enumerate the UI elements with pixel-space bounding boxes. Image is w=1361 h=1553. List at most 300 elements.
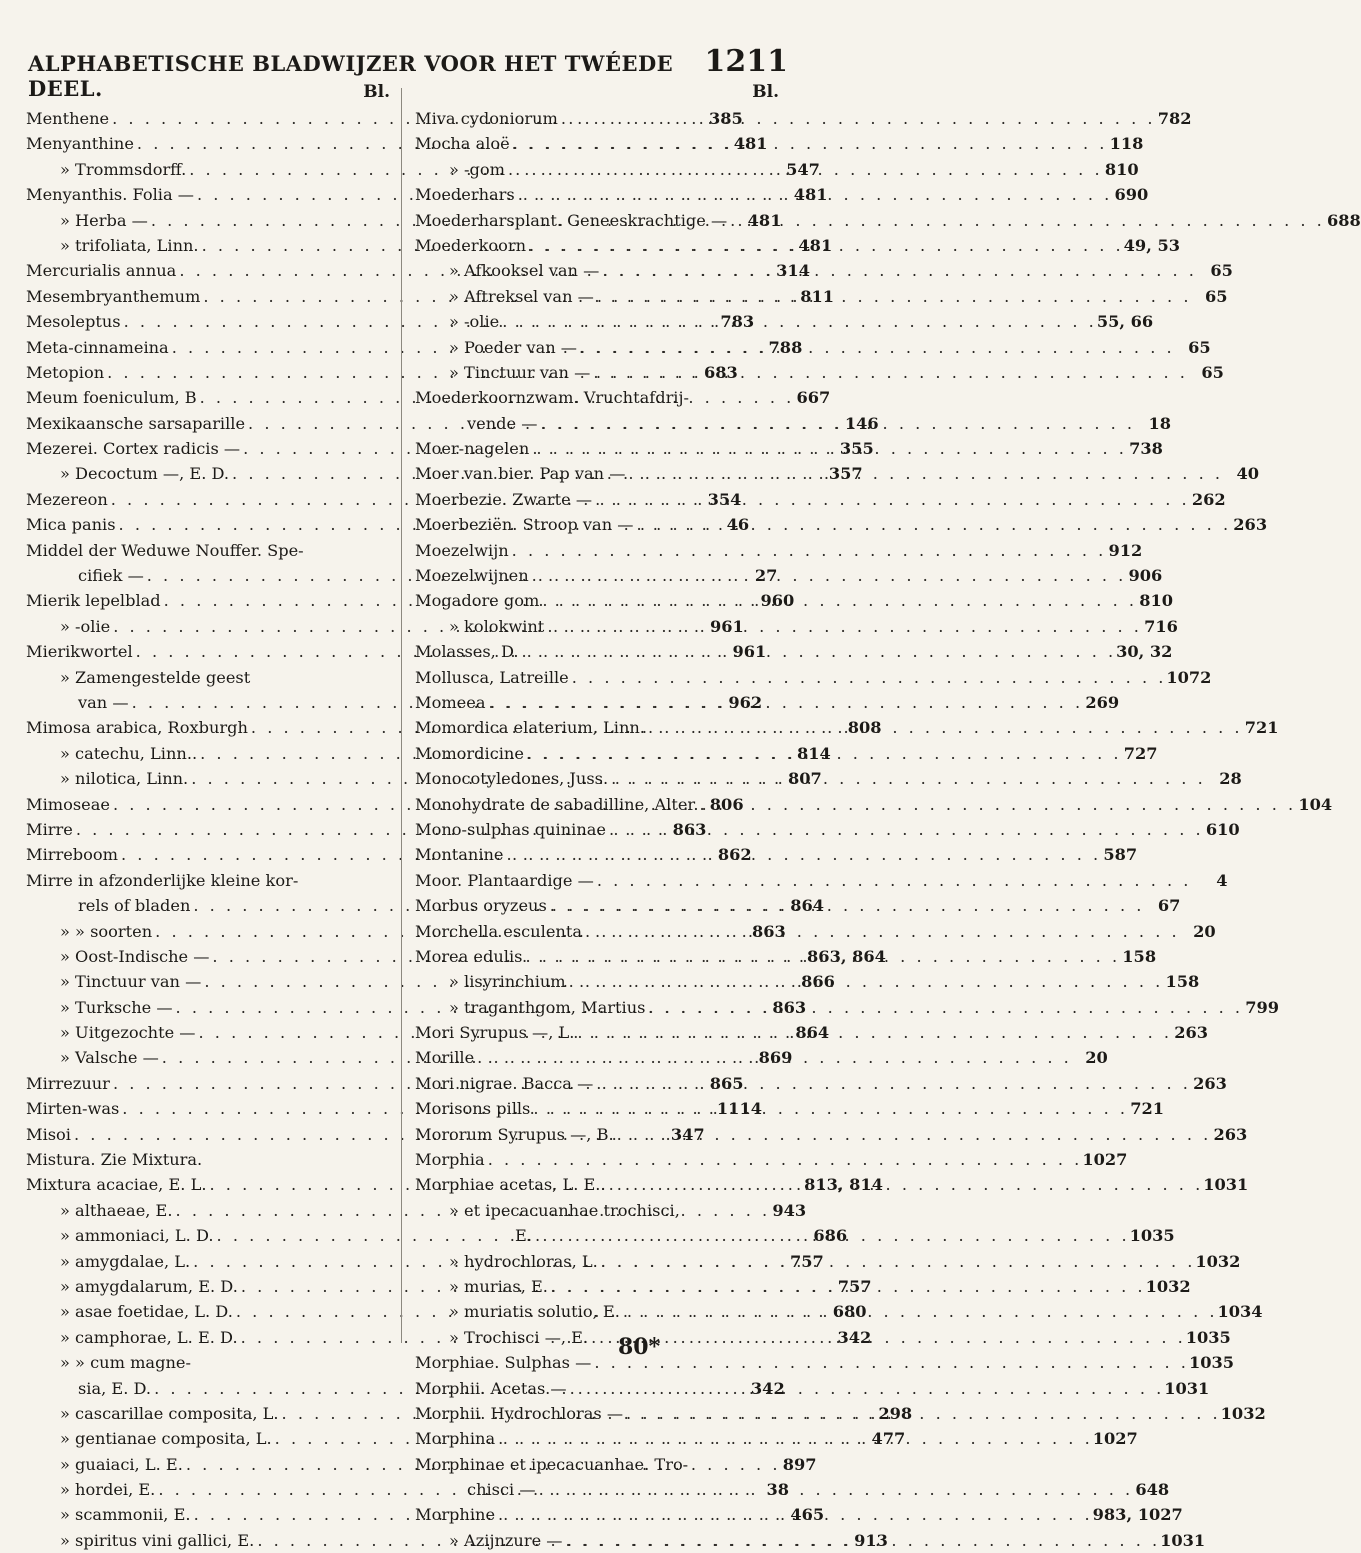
leader-dots xyxy=(529,563,1127,588)
entry-page: 862 xyxy=(717,845,752,865)
entry-term: Morphia xyxy=(415,1150,485,1170)
entry-page: 961 xyxy=(732,642,767,662)
entry-page: 716 xyxy=(1144,616,1178,636)
entry-page: 813, 814 xyxy=(804,1175,883,1195)
index-entry xyxy=(415,1071,1227,1096)
entry-term: E. xyxy=(515,1226,532,1246)
entry-page: 810 xyxy=(1139,591,1173,611)
entry-term: Mica panis xyxy=(26,515,116,535)
entry-page: 20 xyxy=(1193,921,1216,941)
entry-term: Meum foeniculum, B xyxy=(26,388,197,408)
entry-page: 18 xyxy=(1148,413,1172,433)
entry-page: 269 xyxy=(1085,692,1120,712)
entry-term: » gentianae composita, L. xyxy=(60,1429,272,1449)
entry-page: 738 xyxy=(1129,439,1163,459)
entry-term: cifiek — xyxy=(78,566,144,586)
index-entry xyxy=(415,487,1226,512)
entry-term: Moederkoornzwam. Vruchtafdrij- xyxy=(415,388,689,408)
entry-page: 27 xyxy=(754,566,778,586)
signature-mark: 80* xyxy=(618,1334,661,1360)
entry-page: 863 xyxy=(772,997,807,1017)
entry-term: » Trochisci —, E. xyxy=(449,1327,589,1347)
leader-dots xyxy=(592,487,1190,512)
entry-page: 38 xyxy=(766,1480,789,1500)
entry-term: Monocotyledones, Juss. xyxy=(415,769,609,789)
entry-term: » -olie xyxy=(60,616,111,636)
entry-page: 263 xyxy=(1213,1124,1248,1144)
entry-term: » Valsche — xyxy=(60,1048,159,1068)
entry-term: » kolokwint xyxy=(449,616,545,636)
entry-page: 799 xyxy=(1245,997,1280,1017)
leader-dots xyxy=(633,512,1231,537)
entry-page: 864 xyxy=(795,1023,830,1043)
leader-dots xyxy=(526,233,1124,258)
entry-term: Morchella esculenta xyxy=(415,921,582,941)
entry-page: 158 xyxy=(1165,972,1200,992)
index-entry xyxy=(415,1122,1248,1147)
leader-dots xyxy=(522,944,1120,969)
entry-page: 465 xyxy=(790,1505,825,1525)
entry-term: » Tinctuur van — xyxy=(60,972,202,992)
entry-page: 863 xyxy=(672,819,707,839)
leader-dots xyxy=(614,1122,1212,1147)
entry-page: 688 xyxy=(1327,210,1361,230)
page-number: 1211 xyxy=(704,44,788,79)
entry-term: » cascarillae composita, L. xyxy=(60,1403,279,1423)
leader-dots xyxy=(558,106,1156,131)
index-entry xyxy=(26,538,394,563)
index-entry xyxy=(415,1147,1128,1172)
entry-term: » » soorten xyxy=(60,921,153,941)
index-entry xyxy=(26,1223,848,1248)
entry-term: » Uitgezochte — xyxy=(60,1023,196,1043)
entry-term: » catechu, Linn.. xyxy=(60,743,198,763)
entry-term: Morphine xyxy=(415,1505,496,1525)
entry-page: 477 xyxy=(871,1429,906,1449)
entry-term: » amygdalae, L. xyxy=(60,1251,191,1271)
leader-dots xyxy=(504,842,1102,867)
entry-page: 46 xyxy=(726,515,750,535)
leader-dots xyxy=(567,1376,1165,1401)
entry-term: Morphii. Acetas — xyxy=(415,1378,567,1398)
index-entry xyxy=(26,665,394,690)
entry-term: Monohydrate de sabadilline, Alter. xyxy=(415,794,699,814)
index-entry xyxy=(415,588,1173,613)
leader-dots xyxy=(537,411,1135,436)
entry-term: Moederkoorn xyxy=(415,235,527,255)
entry-page: 1114 xyxy=(716,1099,762,1119)
entry-page: 263 xyxy=(1193,1073,1227,1093)
entry-term: » camphorae, L. E. D. xyxy=(60,1327,238,1347)
leader-dots xyxy=(699,792,1297,817)
entry-page: 65 xyxy=(1201,362,1224,382)
leader-dots xyxy=(548,1274,1146,1299)
entry-page: 960 xyxy=(760,591,795,611)
index-entry xyxy=(415,512,1268,537)
entry-page: 55, 66 xyxy=(1096,312,1154,332)
entry-term: Mezerei. Cortex radicis — xyxy=(26,439,241,459)
leader-dots xyxy=(532,1223,1130,1248)
entry-page: 20 xyxy=(1085,1048,1108,1068)
index-entry xyxy=(26,1350,394,1375)
leader-dots xyxy=(529,436,1127,461)
entry-term: » Afkooksel van — xyxy=(449,261,600,281)
index-entry xyxy=(415,868,1228,893)
leader-dots xyxy=(474,1045,1072,1070)
entry-page: 1035 xyxy=(1185,1327,1231,1347)
entry-term: » et ipecacuanhae trochisci, xyxy=(449,1200,680,1220)
entry-term: » hydrochloras, L. xyxy=(449,1251,598,1271)
entry-page: 4 xyxy=(1216,870,1228,890)
entry-term: » Zamengestelde geest xyxy=(60,667,251,687)
leader-dots xyxy=(505,157,1103,182)
index-entry xyxy=(415,792,1333,817)
entry-page: 690 xyxy=(1114,185,1149,205)
entry-page: 1032 xyxy=(1195,1251,1241,1271)
entry-term: Mistura. Zie Mixtura. xyxy=(26,1150,203,1170)
entry-term: Mierik lepelblad xyxy=(26,591,161,611)
entry-term: Menyanthis. Folia — xyxy=(26,185,194,205)
entry-page: 28 xyxy=(1219,769,1242,789)
index-entry xyxy=(415,639,1173,664)
entry-term: » ammoniaci, L. D. xyxy=(60,1226,214,1246)
entry-term: Misoi xyxy=(26,1124,71,1144)
entry-page: 913 xyxy=(854,1530,888,1550)
leader-dots xyxy=(536,1477,1134,1502)
entry-page: 481 xyxy=(733,134,768,154)
entry-term: Mexikaansche sarsaparille xyxy=(26,413,246,433)
leader-dots xyxy=(591,1350,1189,1375)
entry-term: » scammonii, E. xyxy=(60,1505,191,1525)
entry-page: 158 xyxy=(1122,946,1157,966)
entry-page: 680 xyxy=(832,1302,867,1322)
entry-term: » Aftreksel van — xyxy=(449,286,594,306)
entry-page: 298 xyxy=(878,1403,913,1423)
entry-term: » amygdalarum, E. D. xyxy=(60,1276,238,1296)
entry-term: Mirreboom xyxy=(26,845,119,865)
entry-page: 808 xyxy=(847,718,882,738)
index-entry xyxy=(415,690,1120,715)
entry-term: » » cum magne- xyxy=(60,1353,191,1373)
entry-term: » Azijnzure — xyxy=(449,1530,563,1550)
entry-page: 721 xyxy=(1130,1099,1164,1119)
leader-dots xyxy=(495,1426,1093,1451)
entry-term: sia, E. D. xyxy=(78,1378,152,1398)
entry-page: 683 xyxy=(703,362,738,382)
column-divider xyxy=(401,88,402,1343)
index-entry xyxy=(415,1198,783,1223)
entry-page: 65 xyxy=(1204,286,1228,306)
entry-page: 357 xyxy=(828,464,863,484)
entry-page: 342 xyxy=(837,1327,872,1347)
entry-page: 263 xyxy=(1233,515,1268,535)
leader-dots xyxy=(598,1249,1196,1274)
entry-term: » spiritus vini gallici, E. xyxy=(60,1530,255,1550)
entry-term: » lisyrinchium xyxy=(449,972,566,992)
entry-page: 40 xyxy=(1236,464,1260,484)
leader-dots xyxy=(544,614,1142,639)
index-entry xyxy=(415,1045,1108,1070)
entry-page: 912 xyxy=(1108,540,1143,560)
index-entry xyxy=(415,1096,1164,1121)
entry-term: » asae foetidae, L. D. xyxy=(60,1302,233,1322)
entry-page: 385 xyxy=(708,109,743,128)
entry-page: 865 xyxy=(709,1073,744,1093)
entry-term: Menyanthine xyxy=(26,134,134,154)
entry-term: » Poeder van — xyxy=(449,337,577,357)
entry-term: Morea edulis xyxy=(415,946,523,966)
entry-term: vende — xyxy=(467,413,538,433)
entry-page: 1035 xyxy=(1129,1226,1175,1246)
index-entry xyxy=(415,919,1216,944)
entry-term: Mezereon xyxy=(26,489,108,509)
leader-dots xyxy=(620,1299,1218,1324)
entry-term: Miva cydoniorum xyxy=(415,109,558,128)
leader-dots xyxy=(606,1172,1204,1197)
entry-term: Mixtura acaciae, E. L. xyxy=(26,1175,207,1195)
entry-term: Morphina xyxy=(415,1429,496,1449)
entry-term: » -olie xyxy=(449,312,500,332)
entry-term: » -gom xyxy=(449,159,505,179)
entry-term: Morisons pills xyxy=(415,1099,531,1119)
entry-page: 481 xyxy=(798,235,833,255)
entry-term: » Turksche — xyxy=(60,997,173,1017)
entry-term: Montanine xyxy=(415,845,504,865)
index-entry xyxy=(415,563,1163,588)
leader-dots xyxy=(727,208,1325,233)
entry-term: van — xyxy=(78,692,129,712)
entry-term: Mogadore gom xyxy=(415,591,540,611)
entry-page: 782 xyxy=(1157,109,1192,128)
entry-page: 1027 xyxy=(1092,1429,1138,1449)
entry-page: 65 xyxy=(1210,261,1233,281)
leader-dots xyxy=(519,639,1117,664)
entry-term: Moezelwijn xyxy=(415,540,509,560)
entry-term: » guaiaci, L. E. xyxy=(60,1454,183,1474)
entry-page: 263 xyxy=(1174,1023,1209,1043)
index-entry xyxy=(26,1147,394,1172)
leader-dots xyxy=(524,741,1122,766)
index-entry xyxy=(415,385,783,410)
entry-term: Meta-cinnameina xyxy=(26,337,169,357)
entry-page: 961 xyxy=(710,616,744,636)
entry-term: Moor. Plantaardige — xyxy=(415,870,594,890)
entry-page: 667 xyxy=(796,388,831,408)
entry-page: 983, 1027 xyxy=(1092,1505,1183,1525)
leader-dots xyxy=(574,1020,1172,1045)
leader-dots xyxy=(566,969,1164,994)
leader-dots xyxy=(608,766,1206,791)
leader-dots xyxy=(563,1528,1161,1553)
leader-dots xyxy=(594,284,1192,309)
entry-term: Morphiae. Sulphas — xyxy=(415,1353,592,1373)
entry-term: Mercurialis annua xyxy=(26,261,177,281)
entry-term: Mesoleptus xyxy=(26,312,121,332)
entry-term: Moezelwijnen xyxy=(415,566,529,586)
index-entry xyxy=(415,106,1192,131)
entry-page: 906 xyxy=(1128,566,1163,586)
index-entry xyxy=(415,665,1212,690)
entry-term: Momordica elaterium, Linn. xyxy=(415,718,645,738)
entry-term: Mollusca, Latreille xyxy=(415,667,569,687)
entry-page: 866 xyxy=(801,972,835,992)
index-entry xyxy=(415,208,1361,233)
entry-term: Moerbezie. Zwarte — xyxy=(415,489,593,509)
entry-term: Moederharsplant. Geneeskrachtige — xyxy=(415,210,728,230)
entry-term: Moederhars xyxy=(415,185,515,205)
index-entry xyxy=(415,817,1240,842)
entry-page: 342 xyxy=(750,1378,785,1398)
entry-term: Mori nigrae. Bacca — xyxy=(415,1073,594,1093)
entry-term: Mocha aloë xyxy=(415,134,510,154)
entry-term: » trifoliata, Linn. xyxy=(60,235,199,255)
leader-dots xyxy=(582,919,1180,944)
entry-term: Mori Syrupus —, L. xyxy=(415,1023,575,1043)
index-entry xyxy=(415,614,1178,639)
entry-term: » Decoctum —, E. D. xyxy=(60,464,230,484)
entry-page: 869 xyxy=(758,1048,793,1068)
entry-term: » Oost-Indische — xyxy=(60,946,210,966)
index-entry xyxy=(26,868,394,893)
entry-page: 314 xyxy=(776,261,810,281)
entry-page: 1031 xyxy=(1160,1530,1206,1550)
leader-dots xyxy=(588,1325,1186,1350)
entry-page: 587 xyxy=(1103,845,1138,865)
entry-page: 897 xyxy=(782,1454,817,1474)
leader-dots xyxy=(590,360,1188,385)
entry-page: 788 xyxy=(768,337,803,357)
leader-dots xyxy=(509,538,1107,563)
entry-term: Mesembryanthemum xyxy=(26,286,201,306)
entry-page: 1032 xyxy=(1220,1403,1266,1423)
entry-term: Morille xyxy=(415,1048,475,1068)
entry-term: Molasses, D. xyxy=(415,642,519,662)
entry-page: 49, 53 xyxy=(1123,235,1180,255)
entry-term: » Trommsdorff. xyxy=(60,159,187,179)
entry-term: Morbus oryzeus xyxy=(415,896,547,916)
entry-term: Mirrezuur xyxy=(26,1073,110,1093)
leader-dots xyxy=(625,461,1223,486)
entry-term: Momeea xyxy=(415,692,486,712)
index-entry xyxy=(415,1452,783,1477)
entry-term: chisci — xyxy=(467,1480,536,1500)
entry-term: Menthene xyxy=(26,109,110,128)
entry-term: » muriatis solutio, E. xyxy=(449,1302,620,1322)
entry-page: 67 xyxy=(1157,896,1181,916)
entry-page: 104 xyxy=(1298,794,1333,814)
entry-term: » Tinctuur van — xyxy=(449,362,591,382)
leader-dots xyxy=(577,335,1175,360)
entry-page: 547 xyxy=(786,159,820,179)
entry-term: Morphiae acetas, L. E.. xyxy=(415,1175,606,1195)
entry-page: 863, 864 xyxy=(807,946,886,966)
entry-page: 814 xyxy=(796,743,831,763)
entry-term: » traganthgom, Martius xyxy=(449,997,646,1017)
entry-term: Moer-nagelen xyxy=(415,439,530,459)
entry-term: Mirre xyxy=(26,819,73,839)
entry-term: Moer van bier. Pap van — xyxy=(415,464,626,484)
leader-dots xyxy=(594,868,1192,893)
entry-page: 30, 32 xyxy=(1116,642,1173,662)
entry-page: 1034 xyxy=(1217,1302,1263,1322)
entry-term: Moerbeziën. Stroop van — xyxy=(415,515,634,535)
entry-term: Middel der Weduwe Nouffer. Spe- xyxy=(26,540,304,560)
leader-dots xyxy=(599,258,1197,283)
entry-term: Morphii. Hydrochloras — xyxy=(415,1403,624,1423)
entry-page: 686 xyxy=(813,1226,848,1246)
leader-dots xyxy=(485,690,1083,715)
entry-page: 943 xyxy=(772,1200,807,1220)
leader-dots xyxy=(645,995,1243,1020)
entry-page: 610 xyxy=(1205,819,1240,839)
entry-page: 1031 xyxy=(1203,1175,1249,1195)
entry-page: 864 xyxy=(790,896,825,916)
entry-page: 757 xyxy=(790,1251,824,1271)
entry-term: Mimoseae xyxy=(26,794,110,814)
entry-page: 118 xyxy=(1109,134,1144,154)
index-entry xyxy=(415,1376,1210,1401)
leader-dots xyxy=(510,131,1108,156)
leader-dots xyxy=(606,817,1204,842)
index-entry xyxy=(415,309,1154,334)
entry-page: 962 xyxy=(728,692,763,712)
entry-term: » murias, E. xyxy=(449,1276,548,1296)
leader-dots xyxy=(645,715,1243,740)
entry-page: 1027 xyxy=(1082,1150,1128,1170)
entry-term: Momordicine xyxy=(415,743,524,763)
entry-term: Mierikwortel xyxy=(26,642,133,662)
entry-term: » hordei, E. xyxy=(60,1480,156,1500)
leader-dots xyxy=(495,1502,1093,1527)
entry-term: Mirten-was xyxy=(26,1099,120,1119)
entry-term: Mimosa arabica, Roxburgh xyxy=(26,718,248,738)
entry-page: 810 xyxy=(1104,159,1139,179)
entry-page: 481 xyxy=(747,210,782,230)
leader-dots xyxy=(539,588,1137,613)
entry-term: » althaeae, E. xyxy=(60,1200,173,1220)
entry-page: 354 xyxy=(707,489,742,509)
entry-page: 863 xyxy=(751,921,786,941)
leader-dots xyxy=(593,1071,1191,1096)
entry-page: 146 xyxy=(844,413,879,433)
entry-page: 347 xyxy=(670,1124,705,1144)
entry-term: Mororum Syrupus —, B. xyxy=(415,1124,614,1144)
leader-dots xyxy=(623,1401,1221,1426)
leader-dots xyxy=(530,1096,1128,1121)
leader-dots xyxy=(515,182,1113,207)
entry-term: » nilotica, Linn. xyxy=(60,769,189,789)
entry-page: 727 xyxy=(1123,743,1158,763)
entry-page: 757 xyxy=(837,1276,872,1296)
entry-page: 806 xyxy=(709,794,744,814)
entry-page: 811 xyxy=(800,286,834,306)
index-entry xyxy=(415,1350,1235,1375)
leader-dots xyxy=(499,309,1097,334)
entry-term: Mirre in afzonderlijke kleine kor- xyxy=(26,870,299,890)
entry-page: 1035 xyxy=(1188,1353,1235,1373)
entry-page: 1072 xyxy=(1166,667,1212,687)
index-entry xyxy=(415,360,1224,385)
running-title: ALPHABETISCHE BLADWIJZER VOOR HET TWÉEDE DEEL. xyxy=(28,51,674,101)
leader-dots xyxy=(485,1147,1083,1172)
entry-term: Mono-sulphas quininae xyxy=(415,819,606,839)
entry-page: 65 xyxy=(1188,337,1211,357)
entry-page: 355 xyxy=(839,439,874,459)
entry-page: 262 xyxy=(1191,489,1226,509)
column-head-right: Bl. xyxy=(752,82,779,102)
index-entry xyxy=(415,538,1143,563)
entry-page: 648 xyxy=(1135,1480,1170,1500)
